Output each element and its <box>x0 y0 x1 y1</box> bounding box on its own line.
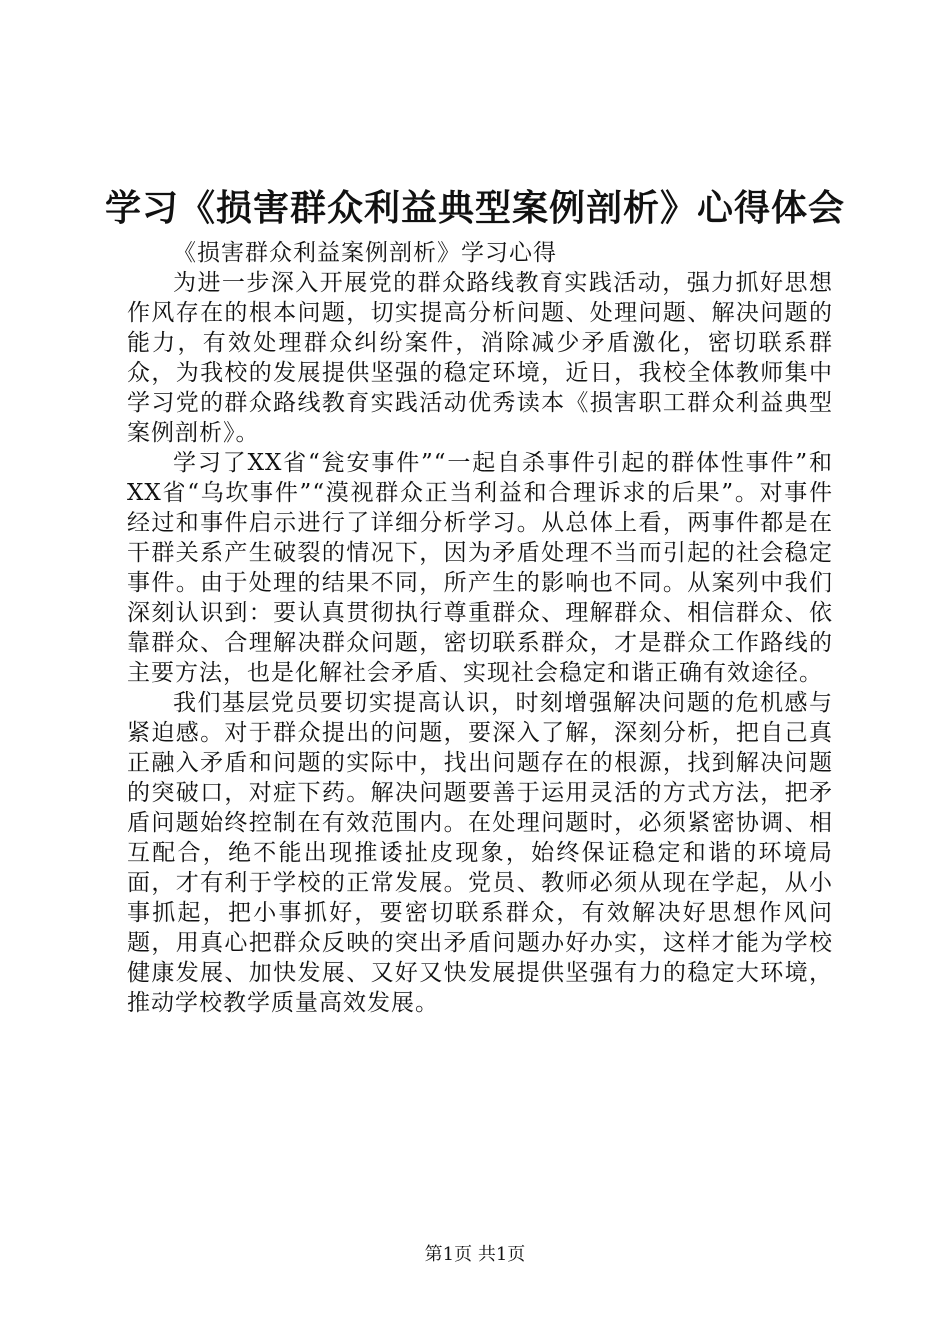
document-body <box>127 238 833 1018</box>
document-subtitle: 《损害群众利益案例剖析》学习心得 <box>173 240 557 266</box>
body-paragraph: 学习了XX省“瓮安事件”“一起自杀事件引起的群体性事件”和XX省“乌坎事件”“漠视群众正当利益和合理诉求的后果”。对事件经过和事件启示进行了详细分析学习。从总体上看，两事件都是在干群关系产生破裂的情况下，因为矛盾处理不当而引起的社会稳定事件。由于处理的结果不同，所产生的影响也不同。从案列中我们深刻认识到：要认真贯彻执行尊重群众、理解群众、相信群众、依靠群众、合理解决群众问题，密切联系群众，才是群众工作路线的主要方法，也是化解社会矛盾、实现社会稳定和谐正确有效途径。 <box>127 450 833 686</box>
document-title: 学习《损害群众利益典型案例剖析》心得体会 <box>104 187 845 229</box>
body-paragraph: 为进一步深入开展党的群众路线教育实践活动，强力抓好思想作风存在的根本问题，切实提高分析问题、处理问题、解决问题的能力，有效处理群众纠纷案件，消除减少矛盾激化，密切联系群众，为我校的发展提供坚强的稳定环境，近日，我校全体教师集中学习党的群众路线教育实践活动优秀读本《损害职工群众利益典型案例剖析》。 <box>127 270 833 446</box>
page-number-footer: 第1页 共1页 <box>424 1244 526 1265</box>
body-paragraph: 我们基层党员要切实提高认识，时刻增强解决问题的危机感与紧迫感。对于群众提出的问题，要深入了解，深刻分析，把自己真正融入矛盾和问题的实际中，找出问题存在的根源，找到解决问题的突破口，对症下药。解决问题要善于运用灵活的方式方法，把矛盾问题始终控制在有效范围内。在处理问题时，必须紧密协调、相互配合，绝不能出现推诿扯皮现象，始终保证稳定和谐的环境局面，才有利于学校的正常发展。党员、教师必须从现在学起，从小事抓起，把小事抓好，要密切联系群众，有效解决好思想作风问题，用真心把群众反映的突出矛盾问题办好办实，这样才能为学校健康发展、加快发展、又好又快发展提供坚强有力的稳定大环境，推动学校教学质量高效发展。 <box>127 690 833 1016</box>
